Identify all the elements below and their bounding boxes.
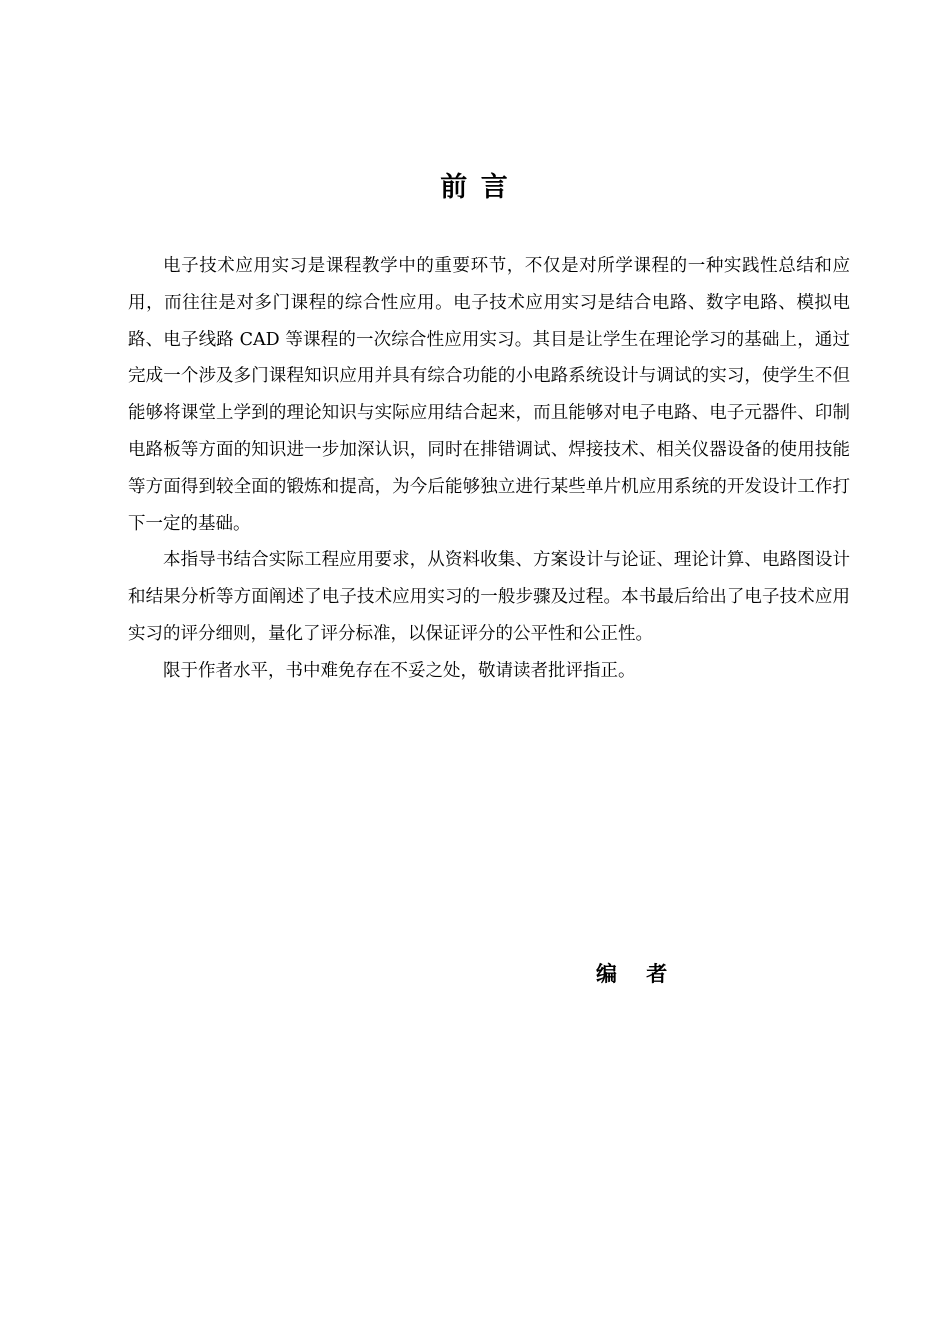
paragraph-3: 限于作者水平，书中难免存在不妥之处，敬请读者批评指正。 bbox=[163, 660, 636, 681]
preface-body bbox=[128, 248, 850, 690]
author-signature: 编 者 bbox=[596, 961, 668, 986]
paragraph-2: 本指导书结合实际工程应用要求，从资料收集、方案设计与论证、理论计算、电路图设计和结果分析等方面阐述了电子技术应用实习的一般步骤及过程。本书最后给出了电子技术应用实习的评分细则，量化了评分标准，以保证评分的公平性和公正性。 bbox=[128, 550, 850, 644]
paragraph-1: 电子技术应用实习是课程教学中的重要环节，不仅是对所学课程的一种实践性总结和应用，而往往是对多门课程的综合性应用。电子技术应用实习是结合电路、数字电路、模拟电路、电子线路 CAD 等课程的一次综合性应用实习。其目是让学生在理论学习的基础上，通过完成一个涉及多门课程知识应用并具有综合功能的小电路系统设计与调试的实习，使学生不但能够将课堂上学到的理论知识与实际应用结合起来，而且能够对电子电路、电子元器件、印制电路板等方面的知识进一步加深认识，同时在排错调试、焊接技术、相关仪器设备的使用技能等方面得到较全面的锻炼和提高，为今后能够独立进行某些单片机应用系统的开发设计工作打下一定的基础。 bbox=[128, 256, 850, 534]
page-title: 前 言 bbox=[440, 172, 510, 203]
